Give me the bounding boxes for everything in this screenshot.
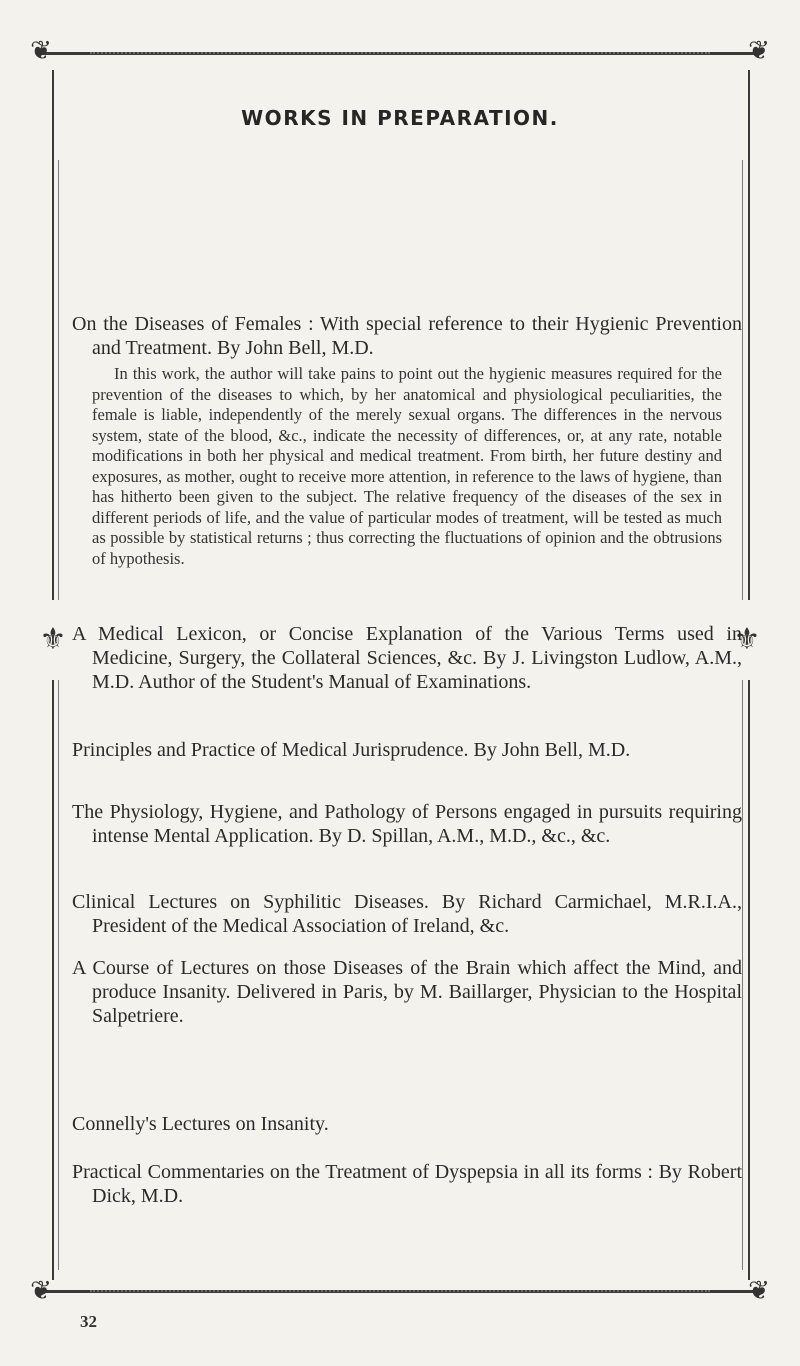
entry-title: On the Diseases of Females : With special reference to their Hygienic Prevention and Treatment. By John Bell, M.D. — [72, 313, 742, 359]
entry-title: Clinical Lectures on Syphilitic Diseases. By Richard Carmichael, M.R.I.A., President of the Medical Association of Ireland, &c. — [72, 891, 742, 937]
page-number: 32 — [80, 1312, 97, 1331]
left-border-inner — [58, 160, 59, 1270]
corner-ornament-icon: ❦ — [30, 36, 52, 66]
top-wavy-rule — [90, 46, 710, 54]
page-heading: WORKS IN PREPARATION. — [241, 106, 559, 130]
corner-ornament-icon: ❦ — [748, 36, 770, 66]
entry-title: A Course of Lectures on those Diseases of the Brain which affect the Mind, and produce Insanity. Delivered in Paris, by M. Baillarger, Physician to the Hospital Salpetriere. — [72, 957, 742, 1027]
right-border-inner — [742, 160, 743, 1270]
corner-ornament-icon: ❦ — [30, 1276, 52, 1306]
side-ornament-icon: ⚜ — [36, 600, 70, 680]
entry-title: Practical Commentaries on the Treatment of Dyspepsia in all its forms : By Robert Dick, M.D. — [72, 1161, 742, 1207]
entry-description: In this work, the author will take pains to point out the hygienic measures required for the prevention of the diseases to which, by her anatomical and physiological peculiarities, the female is liable, independently of the merely sexual organs. The differences in the nervous system, state of the blood, &c., indicate the necessity of differences, or, at any rate, notable modifications in both her physical and medical treatment. From birth, her future destiny and exposures, as mother, ought to receive more attention, in reference to the laws of hygiene, than has hitherto been given to the subject. The relative frequency of the diseases of the sex in different periods of life, and the value of particular modes of treatment, will be tested as much as possible by statistical returns ; thus correcting the fluctuations of opinion and the obtrusions of hypothesis. — [92, 364, 722, 568]
bottom-wavy-rule — [90, 1284, 710, 1292]
entry-title: Principles and Practice of Medical Jurisprudence. By John Bell, M.D. — [72, 739, 631, 761]
side-ornament-icon: ⚜ — [730, 600, 764, 680]
entry-title: Connelly's Lectures on Insanity. — [72, 1113, 329, 1135]
entry-title: The Physiology, Hygiene, and Pathology of Persons engaged in pursuits requiring intense Mental Application. By D. Spillan, A.M., M.D., &c., &c. — [72, 801, 742, 847]
entry-title: A Medical Lexicon, or Concise Explanation of the Various Terms used in Medicine, Surgery, the Collateral Sciences, &c. By J. Livingston Ludlow, A.M., M.D. Author of the Student's Manual of Examinations. — [72, 623, 742, 693]
corner-ornament-icon: ❦ — [748, 1276, 770, 1306]
